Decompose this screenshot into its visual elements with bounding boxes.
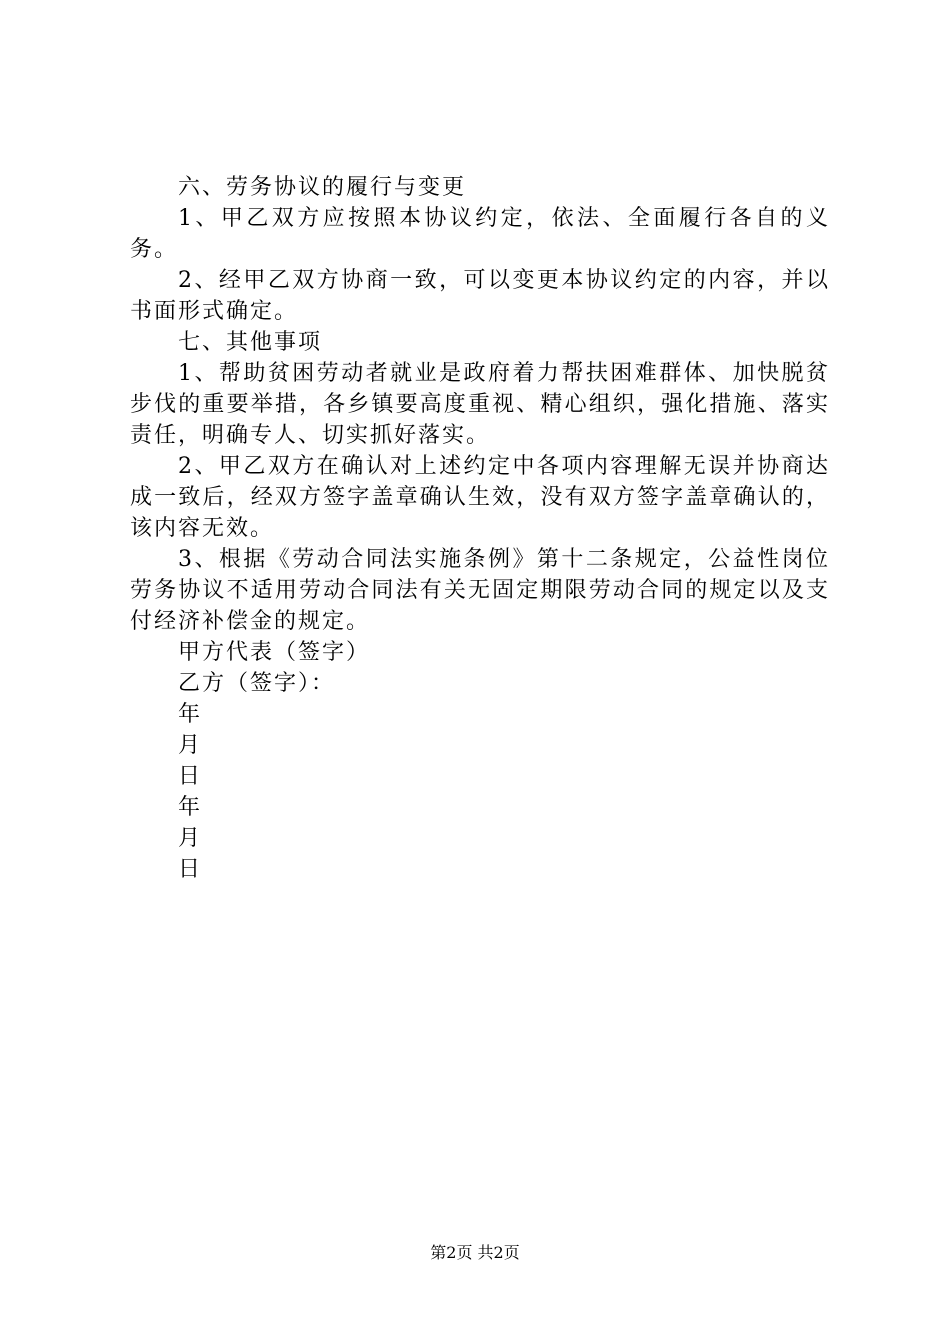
page-number: 第2页 [430, 1243, 473, 1262]
date-day-label: 日 [178, 764, 203, 789]
section-heading-other-matters: 七、其他事项 [178, 330, 323, 355]
clause-paragraph: 3、根据《劳动合同法实施条例》第十二条规定，公益性岗位劳务协议不适用劳动合同法有关无固定期限劳动合同的规定以及支付经济补偿金的规定。 [130, 547, 830, 634]
date-year-label: 年 [178, 702, 203, 727]
page-total: 共2页 [477, 1243, 520, 1262]
party-a-signature-label: 甲方代表（签字） [178, 640, 371, 665]
date-month-label: 月 [178, 733, 203, 758]
clause-paragraph: 2、甲乙双方在确认对上述约定中各项内容理解无误并协商达成一致后，经双方签字盖章确认生效，没有双方签字盖章确认的，该内容无效。 [130, 454, 830, 541]
date-year-label: 年 [178, 795, 203, 820]
party-b-signature-label: 乙方（签字）： [178, 671, 336, 696]
page-footer [0, 1243, 950, 1263]
clause-paragraph: 1、帮助贫困劳动者就业是政府着力帮扶困难群体、加快脱贫步伐的重要举措，各乡镇要高度重视、精心组织，强化措施、落实责任，明确专人、切实抓好落实。 [130, 361, 830, 448]
clause-paragraph: 2、经甲乙双方协商一致，可以变更本协议约定的内容，并以书面形式确定。 [130, 268, 830, 324]
clause-paragraph: 1、甲乙双方应按照本协议约定，依法、全面履行各自的义务。 [130, 206, 830, 262]
document-body [130, 172, 830, 885]
section-heading-performance: 六、劳务协议的履行与变更 [178, 175, 467, 200]
date-day-label: 日 [178, 857, 203, 882]
date-month-label: 月 [178, 826, 203, 851]
